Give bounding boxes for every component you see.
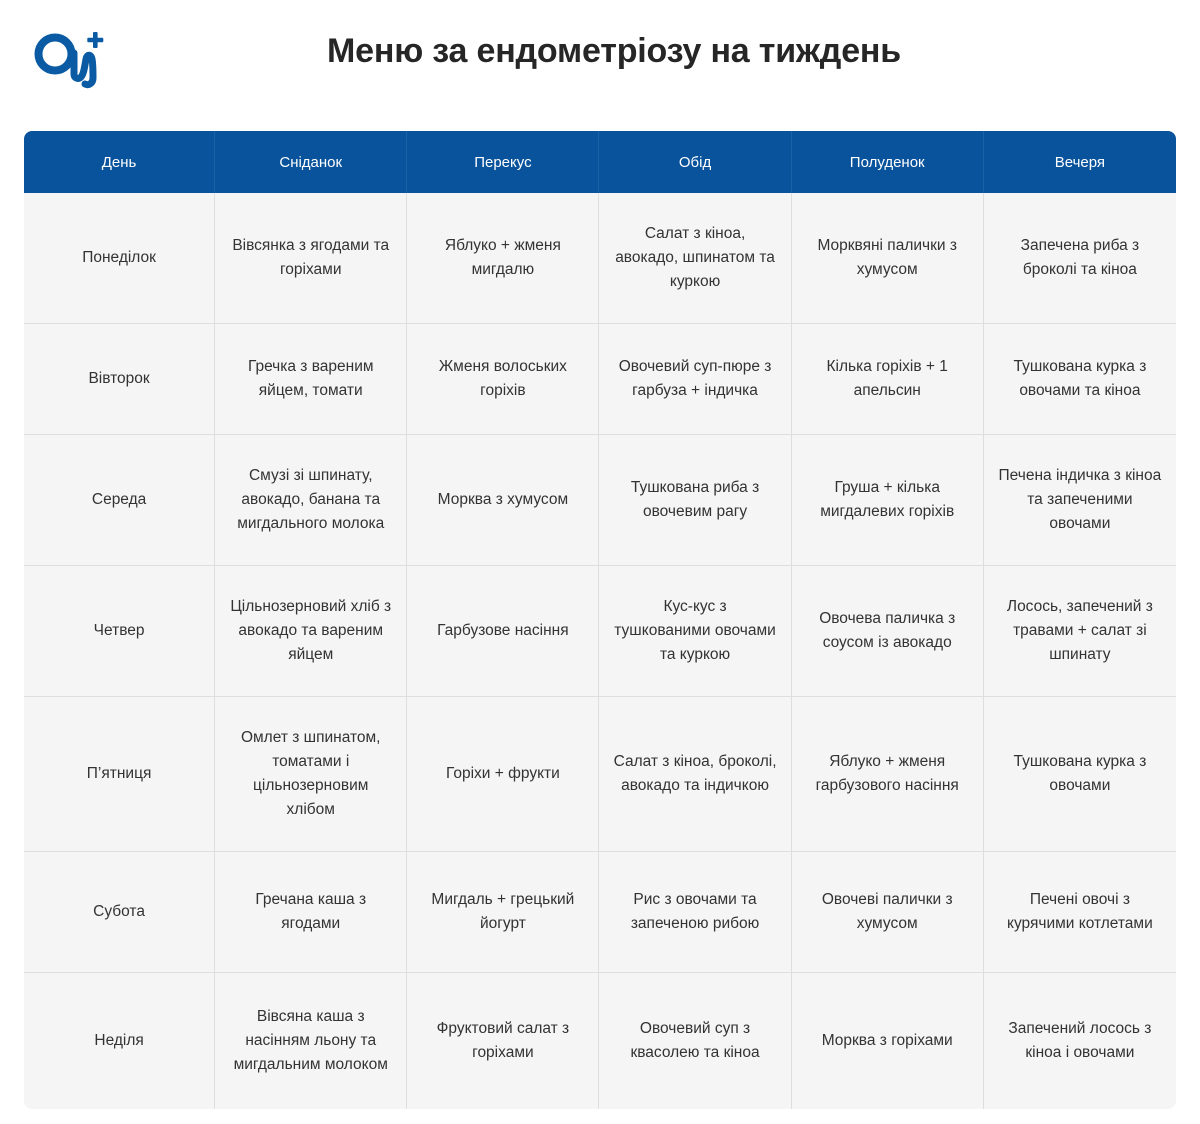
cell-snack: Яблуко + жменя мигдалю [407, 193, 599, 324]
column-header-day: День [24, 131, 215, 193]
cell-day: Субота [24, 852, 215, 973]
cell-dinner: Запечена риба з броколі та кіноа [984, 193, 1176, 324]
cell-breakfast: Вівсянка з ягодами та горіхами [215, 193, 407, 324]
cell-afternoon: Овочева паличка з соусом із авокадо [792, 566, 984, 697]
cell-lunch: Кус-кус з тушкованими овочами та куркою [599, 566, 791, 697]
weekly-menu-table [24, 131, 1176, 1109]
cell-breakfast: Смузі зі шпинату, авокадо, банана та мигдального молока [215, 435, 407, 566]
cell-day: Неділя [24, 973, 215, 1109]
table-row [24, 852, 1176, 973]
cell-snack: Фруктовий салат з горіхами [407, 973, 599, 1109]
table-body [24, 193, 1176, 1109]
column-header-snack: Перекус [407, 131, 599, 193]
cell-breakfast: Цільнозерновий хліб з авокадо та вареним яйцем [215, 566, 407, 697]
cell-dinner: Тушкована курка з овочами та кіноа [984, 324, 1176, 435]
cell-afternoon: Яблуко + жменя гарбузового насіння [792, 697, 984, 852]
table-row [24, 566, 1176, 697]
cell-breakfast: Вівсяна каша з насінням льону та мигдальним молоком [215, 973, 407, 1109]
page-title: Меню за ендометріозу на тиждень [327, 32, 901, 70]
column-header-lunch: Обід [599, 131, 791, 193]
cell-dinner: Печені овочі з курячими котлетами [984, 852, 1176, 973]
cell-dinner: Тушкована курка з овочами [984, 697, 1176, 852]
cell-dinner: Печена індичка з кіноа та запеченими овочами [984, 435, 1176, 566]
cell-dinner: Запечений лосось з кіноа і овочами [984, 973, 1176, 1109]
cell-day: П’ятниця [24, 697, 215, 852]
cell-snack: Мигдаль + грецький йогурт [407, 852, 599, 973]
column-header-dinner: Вечеря [984, 131, 1176, 193]
table-row [24, 973, 1176, 1109]
cell-snack: Гарбузове насіння [407, 566, 599, 697]
cell-snack: Морква з хумусом [407, 435, 599, 566]
page-header [0, 0, 1200, 118]
table-row [24, 435, 1176, 566]
cell-lunch: Салат з кіноа, авокадо, шпинатом та куркою [599, 193, 791, 324]
cell-breakfast: Гречка з вареним яйцем, томати [215, 324, 407, 435]
cell-breakfast: Омлет з шпинатом, томатами і цільнозерновим хлібом [215, 697, 407, 852]
cell-snack: Жменя волоських горіхів [407, 324, 599, 435]
table-header-row [24, 131, 1176, 193]
cell-lunch: Овочевий суп з квасолею та кіноа [599, 973, 791, 1109]
cell-day: Вівторок [24, 324, 215, 435]
table-row [24, 697, 1176, 852]
cell-day: Середа [24, 435, 215, 566]
cell-afternoon: Груша + кілька мигдалевих горіхів [792, 435, 984, 566]
table-row [24, 324, 1176, 435]
cell-lunch: Тушкована риба з овочевим рагу [599, 435, 791, 566]
cell-dinner: Лосось, запечений з травами + салат зі шпинату [984, 566, 1176, 697]
cell-afternoon: Овочеві палички з хумусом [792, 852, 984, 973]
table-row [24, 193, 1176, 324]
cell-lunch: Салат з кіноа, броколі, авокадо та індичкою [599, 697, 791, 852]
cell-day: Понеділок [24, 193, 215, 324]
cell-afternoon: Кілька горіхів + 1 апельсин [792, 324, 984, 435]
cell-day: Четвер [24, 566, 215, 697]
menu-table-container [24, 131, 1176, 1109]
cell-breakfast: Гречана каша з ягодами [215, 852, 407, 973]
cell-lunch: Рис з овочами та запеченою рибою [599, 852, 791, 973]
table-header [24, 131, 1176, 193]
column-header-breakfast: Сніданок [215, 131, 407, 193]
cell-afternoon: Морква з горіхами [792, 973, 984, 1109]
cell-lunch: Овочевий суп-пюре з гарбуза + індичка [599, 324, 791, 435]
cell-afternoon: Морквяні палички з хумусом [792, 193, 984, 324]
cell-snack: Горіхи + фрукти [407, 697, 599, 852]
column-header-afternoon: Полуденок [792, 131, 984, 193]
